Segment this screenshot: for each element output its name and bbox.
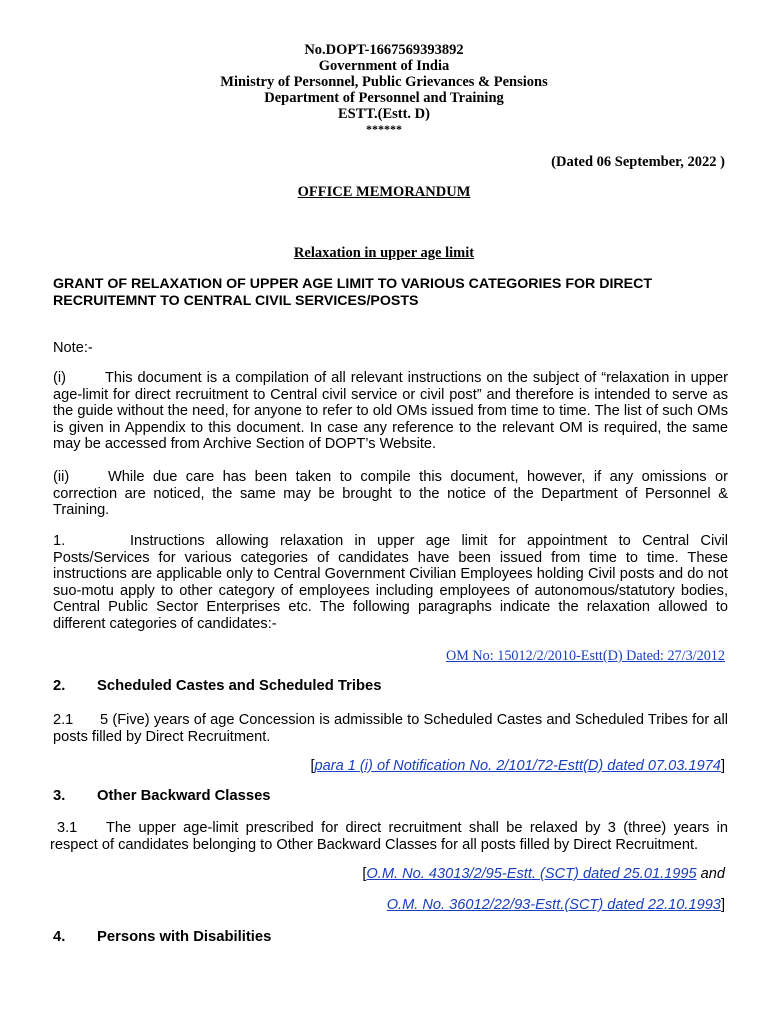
paragraph-3-1-text: The upper age-limit prescribed for direct recruitment shall be relaxed by 3 (three) years in respect of candidates belonging to Other Backward Classes for all posts filled by Direct Recruitment. [50,820,728,853]
bracket-close: ] [720,897,725,913]
bracket-open: [ [362,866,367,882]
department-line: Department of Personnel and Training [264,90,504,106]
dated-line: (Dated 06 September, 2022 ) [551,154,725,170]
reference-link-notification-1974[interactable]: para 1 (i) of Notification No. 2/101/72-Estt(D) dated 07.03.1974 [314,758,721,774]
paragraph-1 [53,533,728,633]
note-i-number: (i) [53,370,66,386]
reference-3a [362,866,725,882]
paragraph-3-1 [50,820,728,853]
note-i-text: This document is a compilation of all relevant instructions on the subject of “relaxation in upper age-limit for direct recruitment to Central civil service or civil post” and therefore is intended to serve as the guide without the need, for anyone to refer to old OMs issued from time to time. The list of such OMs is given in Appendix to this document. In case any reference to the relevant OM is required, the same may be accessed from Archive Section of DOPT’s Website. [53,370,728,453]
subject-line: Relaxation in upper age limit [293,245,475,261]
section-2-heading [53,678,382,694]
reference-3b [387,897,725,913]
reference-link-om-36012[interactable]: O.M. No. 36012/22/93-Estt.(SCT) dated 22.10.1993 [386,897,721,913]
note-label: Note:- [53,340,93,356]
section-2-number: 2. [53,678,66,694]
note-ii-number: (ii) [53,469,70,485]
paragraph-1-number: 1. [53,533,66,549]
paragraph-3-1-number: 3.1 [57,820,78,836]
paragraph-2-1 [53,712,728,745]
bracket-close: ] [720,758,725,774]
reference-link-om-15012[interactable]: OM No: 15012/2/2010-Estt(D) Dated: 27/3/2012 [446,648,725,664]
government-line: Government of India [318,58,450,74]
note-ii-text: While due care has been taken to compile this document, however, if any omissions or correction are noticed, the same may be brought to the notice of the Department of Personnel & Training. [53,469,728,519]
section-3-title: Other Backward Classes [97,788,271,804]
section-3-heading [53,788,271,804]
section-line: ESTT.(Estt. D) [338,106,430,122]
section-4-heading [53,929,271,945]
main-heading: GRANT OF RELAXATION OF UPPER AGE LIMIT TO VARIOUS CATEGORIES FOR DIRECT RECRUITEMNT TO CENTRAL CIVIL SERVICES/POSTS [53,276,653,309]
ministry-line: Ministry of Personnel, Public Grievances & Pensions [220,74,548,90]
memo-title: OFFICE MEMORANDUM [297,184,471,200]
doc-number: No.DOPT-1667569393892 [304,42,464,58]
section-4-title: Persons with Disabilities [97,929,272,945]
paragraph-2-1-text: 5 (Five) years of age Concession is admissible to Scheduled Castes and Scheduled Tribes for all posts filled by Direct Recruitment. [53,712,728,745]
reference-and: and [696,866,725,882]
separator-stars: ****** [366,122,402,136]
reference-link-om-43013[interactable]: O.M. No. 43013/2/95-Estt. (SCT) dated 25.01.1995 [366,866,697,882]
paragraph-2-1-number: 2.1 [53,712,74,728]
section-4-number: 4. [53,929,66,945]
note-ii [53,469,728,519]
section-2-title: Scheduled Castes and Scheduled Tribes [97,678,382,694]
bracket-open: [ [310,758,315,774]
reference-2 [310,758,725,774]
note-i [53,370,728,453]
paragraph-1-text: Instructions allowing relaxation in upper age limit for appointment to Central Civil Posts/Services for various categories of candidates have been issued from time to time. These instructions are applicable only to Central Government Civilian Employees holding Civil posts and do not suo-motu apply to other category of employees including employees of autonomous/statutory bodies, Central Public Sector Enterprises etc. The following paragraphs indicate the relaxation allowed to different categories of candidates:- [53,533,728,632]
section-3-number: 3. [53,788,66,804]
